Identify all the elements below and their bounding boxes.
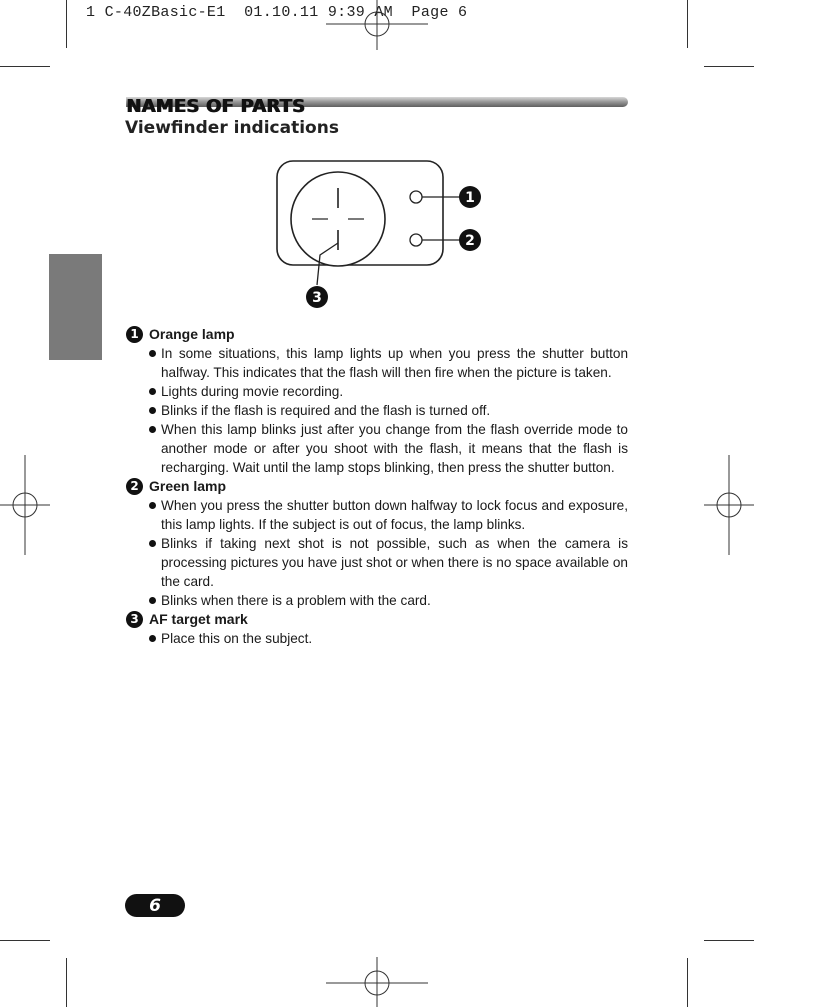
list-item: Blinks when there is a problem with the card. [147,591,628,610]
part-green-lamp [126,477,628,610]
bullet-list [126,496,628,610]
list-item: When this lamp blinks just after you change from the flash override mode to another mode or after you shoot with the flash, it means that the flash is recharging. Wait until the lamp stops blinking, then press the shutter button. [147,420,628,477]
list-item: When you press the shutter button down halfway to lock focus and exposure, this lamp lights. If the subject is out of focus, the lamp blinks. [147,496,628,534]
list-item: Place this on the subject. [147,629,628,648]
crop-mark-top-left-v [66,0,67,48]
page-number: 6 [149,895,161,916]
orange-lamp-indicator [410,191,422,203]
crop-mark-top-right-v [687,0,688,48]
part-orange-lamp [126,325,628,477]
callout-1 [459,186,481,208]
crop-mark-bottom-right-h [704,940,754,941]
crop-mark-top-left-h [0,66,50,67]
callout-2 [459,229,481,251]
part-title: Orange lamp [149,326,235,342]
part-heading [126,325,628,344]
list-item: In some situations, this lamp lights up when you press the shutter button halfway. This indicates that the flash will then fire when the picture is taken. [147,344,628,382]
crop-mark-bottom-right-v [687,958,688,1007]
registration-mark-top [326,0,428,50]
bullet-list [126,629,628,648]
part-heading [126,477,628,496]
page-number-badge [125,894,185,917]
list-item: Lights during movie recording. [147,382,628,401]
parts-description [126,325,628,648]
crop-mark-bottom-left-h [0,940,50,941]
registration-mark-left [0,455,50,555]
callout-3-label: 3 [312,290,322,306]
registration-mark-bottom [326,957,428,1007]
registration-mark-right [704,455,754,555]
part-heading [126,610,628,629]
page-subtitle: Viewfinder indications [125,118,339,138]
part-af-target-mark [126,610,628,648]
viewfinder-diagram [270,155,495,315]
part-number-badge: 3 [126,611,143,628]
page-title: NAMES OF PARTS [126,96,305,117]
crop-mark-bottom-left-v [66,958,67,1007]
crop-mark-top-right-h [704,66,754,67]
list-item: Blinks if the flash is required and the flash is turned off. [147,401,628,420]
part-number-badge: 2 [126,478,143,495]
section-side-tab [49,254,102,360]
printer-slug-line: 1 C-40ZBasic-E1 01.10.11 9:39 AM Page 6 [86,4,468,21]
part-number-badge: 1 [126,326,143,343]
bullet-list [126,344,628,477]
part-title: AF target mark [149,611,248,627]
callout-3 [306,286,328,308]
viewfinder-lens-circle [291,172,385,266]
list-item: Blinks if taking next shot is not possible, such as when the camera is processing pictures you have just shot or when there is no space available on the card. [147,534,628,591]
callout-1-label: 1 [465,190,475,206]
green-lamp-indicator [410,234,422,246]
callout-2-label: 2 [465,233,475,249]
part-title: Green lamp [149,478,227,494]
